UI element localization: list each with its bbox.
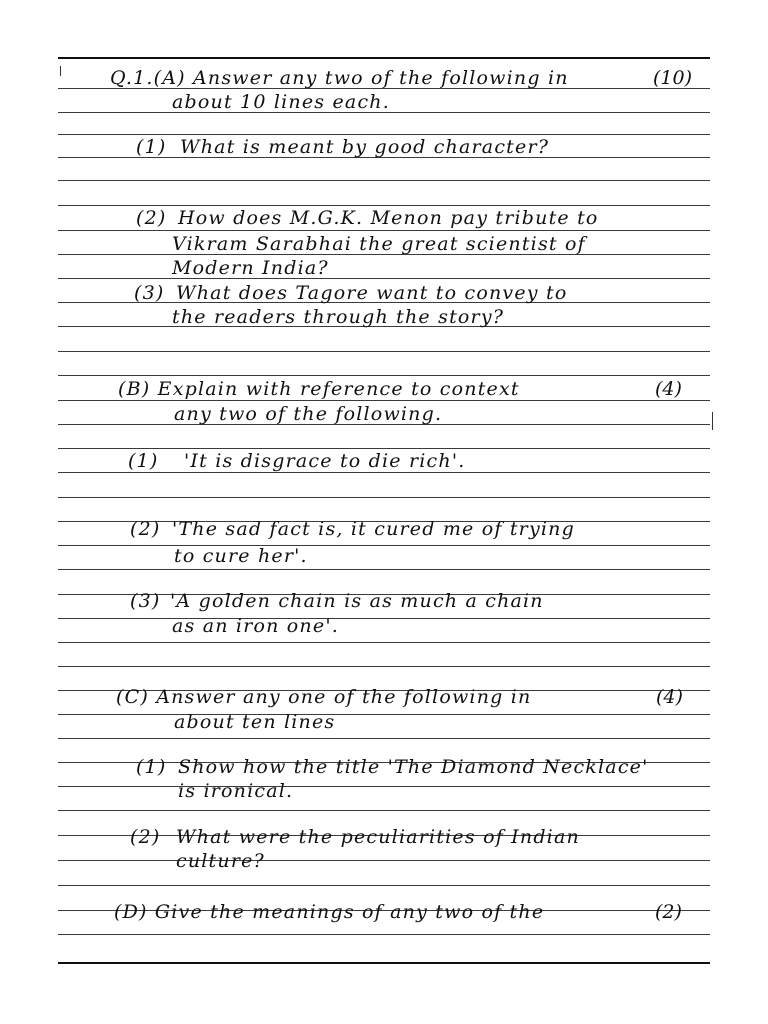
section-a-marks: (10): [653, 67, 693, 89]
ruled-line: [58, 569, 710, 570]
question-c1-text: Show how the title 'The Diamond Necklace': [178, 756, 649, 778]
ruled-line: [58, 497, 710, 498]
section-b-header-cont: any two of the following.: [174, 403, 443, 425]
ruled-line: [58, 934, 710, 935]
question-b1-number: (1): [128, 450, 159, 472]
ruled-line: [58, 230, 710, 231]
section-c-header-cont: about ten lines: [174, 711, 336, 733]
ruled-line: [58, 666, 710, 667]
section-c-marks: (4): [656, 686, 683, 708]
question-a3-number: (3): [134, 282, 165, 304]
question-a3-cont1: the readers through the story?: [172, 306, 505, 328]
question-c2-cont1: culture?: [176, 850, 265, 872]
question-b3-number: (3): [130, 590, 161, 612]
ruled-line: [58, 618, 710, 619]
section-b-marks: (4): [655, 378, 682, 400]
margin-tick: [712, 412, 713, 430]
ruled-line: [58, 205, 710, 206]
top-border-line: [58, 57, 710, 59]
ruled-line: [58, 180, 710, 181]
ruled-line: [58, 472, 710, 473]
section-a-header-cont: about 10 lines each.: [172, 91, 390, 113]
question-c1-cont1: is ironical.: [178, 780, 294, 802]
question-c2-text: What were the peculiarities of Indian: [176, 826, 580, 848]
question-c1-number: (1): [136, 756, 167, 778]
ruled-line: [58, 375, 710, 376]
question-a2-text: How does M.G.K. Menon pay tribute to: [178, 207, 599, 229]
ruled-line: [58, 400, 710, 401]
question-a2-number: (2): [136, 207, 167, 229]
question-b2-cont1: to cure her'.: [174, 545, 308, 567]
question-a2-cont2: Modern India?: [172, 257, 329, 279]
question-a3-text: What does Tagore want to convey to: [176, 282, 568, 304]
section-d-header: (D) Give the meanings of any two of the: [114, 901, 545, 923]
question-b2-text: 'The sad fact is, it cured me of trying: [172, 518, 575, 540]
question-b3-text: 'A golden chain is as much a chain: [170, 590, 544, 612]
question-b2-number: (2): [130, 518, 161, 540]
section-c-header: (C) Answer any one of the following in: [116, 686, 532, 708]
section-a-header: Q.1.(A) Answer any two of the following in: [110, 67, 569, 89]
ruled-line: [58, 134, 710, 135]
question-c2-number: (2): [130, 826, 161, 848]
question-a2-cont1: Vikram Sarabhai the great scientist of: [172, 233, 586, 255]
question-a1-number: (1): [136, 136, 167, 158]
question-b3-cont1: as an iron one'.: [172, 615, 339, 637]
margin-tick: [60, 66, 61, 76]
ruled-line: [58, 786, 710, 787]
ruled-line: [58, 885, 710, 886]
ruled-line: [58, 278, 710, 279]
ruled-line: [58, 738, 710, 739]
question-b1-text: 'It is disgrace to die rich'.: [184, 450, 466, 472]
section-d-marks: (2): [655, 901, 682, 923]
ruled-line: [58, 860, 710, 861]
ruled-line: [58, 545, 710, 546]
bottom-border-line: [58, 962, 710, 964]
section-b-header: (B) Explain with reference to context: [118, 378, 520, 400]
ruled-line: [58, 714, 710, 715]
ruled-line: [58, 642, 710, 643]
ruled-line: [58, 448, 710, 449]
ruled-line: [58, 810, 710, 811]
ruled-line: [58, 351, 710, 352]
question-a1-text: What is meant by good character?: [180, 136, 550, 158]
